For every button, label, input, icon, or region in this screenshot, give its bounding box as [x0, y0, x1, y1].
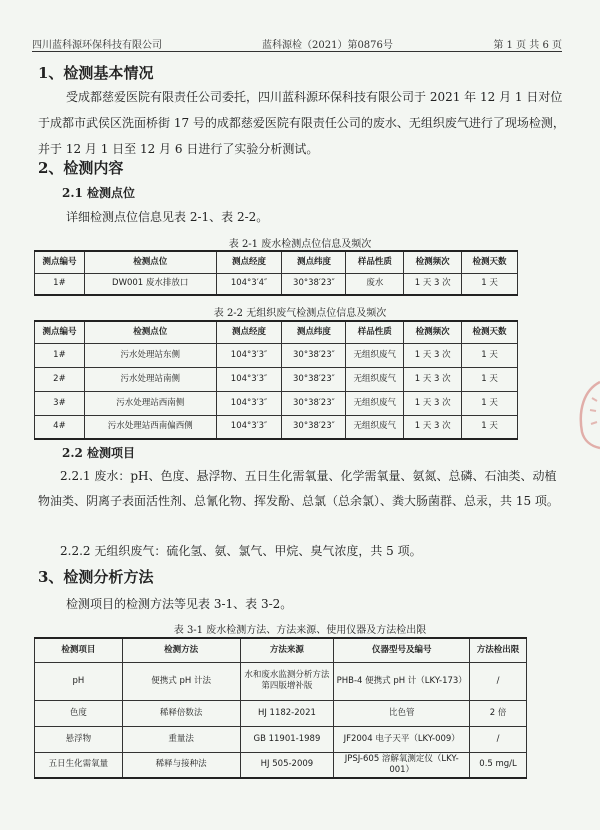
table-cell: 1 天 3 次 [404, 273, 462, 295]
table-cell: 30°38′23″ [282, 415, 346, 439]
table-cell: JPSJ-605 溶解氧测定仪（LKY-001） [334, 752, 470, 778]
table-row [35, 391, 518, 415]
table-cell: 无组织废气 [346, 343, 404, 367]
table-header-cell: 测点纬度 [282, 251, 346, 273]
table-header-cell: 测点编号 [35, 251, 85, 273]
header-page-number: 第 1 页 共 6 页 [493, 40, 562, 51]
table-cell: 污水处理站西南偏西侧 [84, 415, 216, 439]
table-cell: / [470, 662, 527, 700]
table-cell: 30°38′23″ [282, 391, 346, 415]
table-row [35, 273, 518, 295]
table-cell: 废水 [346, 273, 404, 295]
table-cell: JF2004 电子天平（LKY-009） [334, 726, 470, 752]
section-1-title: 1、检测基本情况 [38, 64, 154, 82]
table-2-1-caption: 表 2-1 废水检测点位信息及频次 [228, 239, 372, 250]
table-header-cell: 检测点位 [84, 251, 216, 273]
table-cell: 2# [35, 367, 85, 391]
table-cell: 悬浮物 [35, 726, 123, 752]
table-cell: HJ 1182-2021 [240, 700, 334, 726]
table-cell: 30°38′23″ [282, 343, 346, 367]
table-cell: 104°3′3″ [216, 391, 282, 415]
table-2-2-caption: 表 2-2 无组织废气检测点位信息及频次 [213, 308, 387, 319]
table-cell: 104°3′3″ [216, 343, 282, 367]
table-header-cell: 检测频次 [404, 321, 462, 343]
table-row [35, 662, 527, 700]
table-row [35, 415, 518, 439]
table-3-1 [34, 637, 527, 779]
table-header-cell: 方法来源 [240, 638, 334, 662]
table-header-cell: 检测天数 [462, 251, 518, 273]
table-2-2 [34, 320, 518, 440]
table-cell: 1 天 [462, 415, 518, 439]
table-cell: 比色管 [334, 700, 470, 726]
section-1-paragraph: 受成都慈爱医院有限责任公司委托，四川蓝科源环保科技有限公司于 2021 年 12 月 1 日对位于成都市武侯区洗面桥街 17 号的成都慈爱医院有限责任公司的废水、无组织废气进行了现场检测，并于 12 月 1 日至 12 月 6 日进行了实验分析测试。 [38, 90, 565, 156]
table-cell: / [470, 726, 527, 752]
table-header-cell: 检测天数 [462, 321, 518, 343]
table-cell: 30°38′23″ [282, 273, 346, 295]
table-cell: 重量法 [122, 726, 240, 752]
table-header-cell: 测点纬度 [282, 321, 346, 343]
table-cell: 污水处理站西南侧 [84, 391, 216, 415]
table-2-1 [34, 250, 518, 296]
table-header-cell: 检测频次 [404, 251, 462, 273]
table-header-cell: 仪器型号及编号 [334, 638, 470, 662]
header-report-no: 蓝科源检（2021）第0876号 [262, 40, 393, 51]
table-cell: 30°38′23″ [282, 367, 346, 391]
table-cell: 1 天 [462, 367, 518, 391]
table-header-cell: 方法检出限 [470, 638, 527, 662]
section-3-title: 3、检测分析方法 [38, 568, 154, 586]
table-cell: 1 天 3 次 [404, 415, 462, 439]
table-cell: 1 天 3 次 [404, 343, 462, 367]
table-3-1-caption: 表 3-1 废水检测方法、方法来源、使用仪器及方法检出限 [173, 625, 427, 636]
table-header-cell: 样品性质 [346, 321, 404, 343]
table-cell: HJ 505-2009 [240, 752, 334, 778]
table-cell: 色度 [35, 700, 123, 726]
table-cell: 1# [35, 343, 85, 367]
table-row [35, 752, 527, 778]
seal-stamp-fragment [570, 380, 600, 450]
table-cell: 1 天 [462, 273, 518, 295]
table-cell: 3# [35, 391, 85, 415]
section-2-title: 2、检测内容 [38, 159, 124, 177]
table-header-cell: 检测点位 [84, 321, 216, 343]
table-cell: GB 11901-1989 [240, 726, 334, 752]
table-cell: 104°3′3″ [216, 367, 282, 391]
page-header [32, 36, 562, 52]
table-cell: 无组织废气 [346, 415, 404, 439]
section-2-1-text: 详细检测点位信息见表 2-1、表 2-2。 [66, 210, 269, 224]
table-cell: pH [35, 662, 123, 700]
section-2-2-1-text: 2.2.1 废水：pH、色度、悬浮物、五日生化需氧量、化学需氧量、氨氮、总磷、石油类、动植物油类、阴离子表面活性剂、总氰化物、挥发酚、总氯（总余氯）、粪大肠菌群、总汞，共 15 项。 [38, 469, 559, 508]
table-cell: 五日生化需氧量 [35, 752, 123, 778]
table-cell: 稀释倍数法 [122, 700, 240, 726]
table-cell: 2 倍 [470, 700, 527, 726]
table-cell: 无组织废气 [346, 391, 404, 415]
table-cell: PHB-4 便携式 pH 计（LKY-173） [334, 662, 470, 700]
table-header-cell: 样品性质 [346, 251, 404, 273]
section-2-2-2-text: 2.2.2 无组织废气：硫化氢、氨、氯气、甲烷、臭气浓度，共 5 项。 [60, 544, 422, 558]
table-cell: 0.5 mg/L [470, 752, 527, 778]
table-row [35, 700, 527, 726]
table-cell: 104°3′3″ [216, 415, 282, 439]
table-row [35, 343, 518, 367]
table-header-cell: 测点经度 [216, 251, 282, 273]
table-header-cell: 检测项目 [35, 638, 123, 662]
table-row [35, 726, 527, 752]
header-company: 四川蓝科源环保科技有限公司 [32, 40, 162, 51]
table-header-cell: 测点编号 [35, 321, 85, 343]
table-cell: 无组织废气 [346, 367, 404, 391]
table-cell: 便携式 pH 计法 [122, 662, 240, 700]
table-header-cell: 检测方法 [122, 638, 240, 662]
table-cell: 水和废水监测分析方法第四版增补版 [240, 662, 334, 700]
table-cell: DW001 废水排放口 [84, 273, 216, 295]
table-cell: 1 天 [462, 343, 518, 367]
section-3-text: 检测项目的检测方法等见表 3-1、表 3-2。 [66, 597, 293, 611]
table-cell: 污水处理站东侧 [84, 343, 216, 367]
table-cell: 1 天 3 次 [404, 367, 462, 391]
table-cell: 104°3′4″ [216, 273, 282, 295]
table-header-cell: 测点经度 [216, 321, 282, 343]
table-cell: 1# [35, 273, 85, 295]
table-cell: 4# [35, 415, 85, 439]
table-row [35, 367, 518, 391]
section-2-1-title: 2.1 检测点位 [62, 186, 136, 200]
table-cell: 1 天 3 次 [404, 391, 462, 415]
table-cell: 稀释与接种法 [122, 752, 240, 778]
table-cell: 1 天 [462, 391, 518, 415]
table-cell: 污水处理站南侧 [84, 367, 216, 391]
section-2-2-title: 2.2 检测项目 [62, 446, 136, 460]
